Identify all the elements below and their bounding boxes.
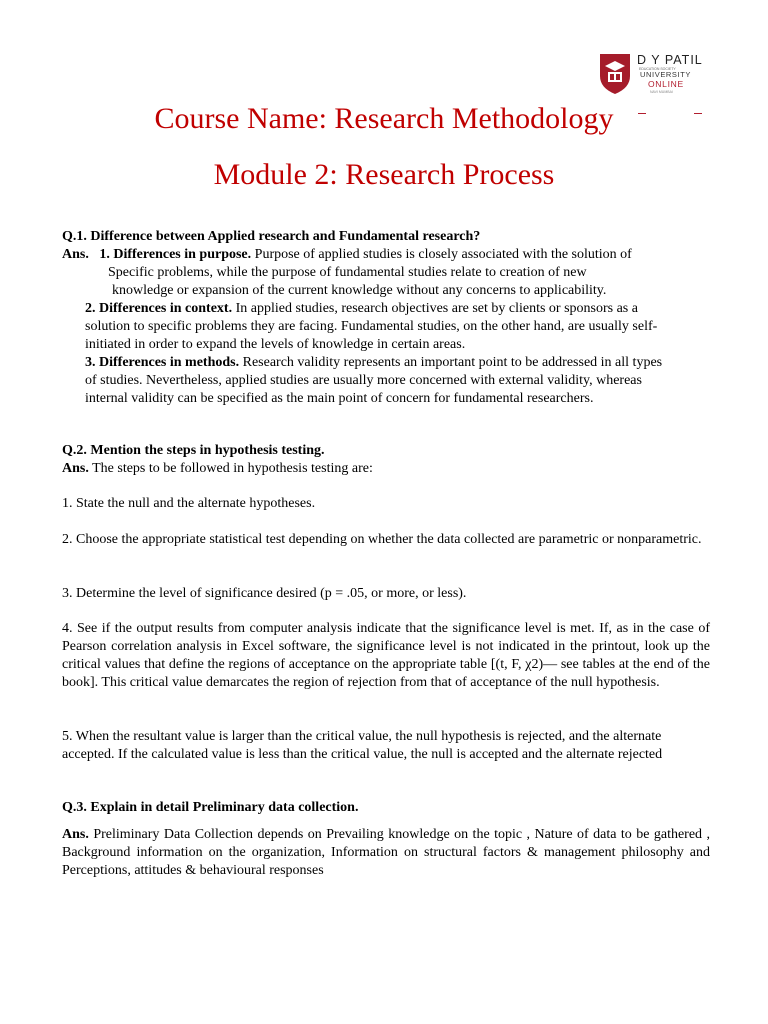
q3-answer-text: Preliminary Data Collection depends on Prevailing knowledge on the topic , Nature of data to be gathered , Background information on the organization, Information on structural factors & management philosophy and Perceptions, attitudes & behavioural responses (62, 827, 710, 878)
answer-label: Ans. (62, 461, 89, 476)
question-2: Q.2. Mention the steps in hypothesis testing. (62, 443, 325, 458)
point-1-heading: 1. Differences in purpose. (99, 247, 252, 262)
step-3-text: 3. Determine the level of significance desired (p = .05, or more, or less). (62, 586, 467, 601)
point-3-text-3: internal validity can be specified as the main point of concern for fundamental researchers. (85, 391, 594, 406)
point-3-heading: 3. Differences in methods. (85, 355, 240, 370)
step-5 (62, 728, 710, 764)
logo-online-text: ONLINE (648, 79, 684, 89)
logo-sub-tagline: EDUCATION SOCIETY (639, 67, 676, 71)
step-4-text: 4. See if the output results from computer analysis indicate that the significance level is met. If, as in the case of Pearson correlation analysis in Excel software, the significance level is not indicated in the printout, look up the critical values that define the regions of acceptance on the appropriate table [(t, F, χ2)— see tables at the end of the book]. This critical value demarcates the region of rejection from that of acceptance of the null hypothesis. (62, 621, 710, 690)
point-3-text-2: of studies. Nevertheless, applied studies are usually more concerned with external validity, whereas (85, 373, 642, 388)
logo-location: NAVI MUMBAI (650, 90, 673, 94)
q1-point-3-line-1 (62, 354, 710, 372)
step-5-text: 5. When the resultant value is larger than the critical value, the null hypothesis is rejected, and the alternate accepted. If the calculated value is less than the critical value, the null is accepted and the alternate rejected (62, 729, 663, 762)
step-2 (62, 531, 710, 549)
point-1-text-1: Purpose of applied studies is closely associated with the solution of (254, 247, 632, 262)
logo-name: D Y PATIL (637, 53, 703, 67)
point-1-text-2: Specific problems, while the purpose of fundamental studies relate to creation of new (108, 265, 587, 280)
question-3-section (62, 799, 710, 817)
q1-point-1-line-1 (62, 246, 710, 264)
step-1-text: 1. State the null and the alternate hypotheses. (62, 496, 316, 511)
question-3: Q.3. Explain in detail Preliminary data collection. (62, 800, 359, 815)
question-3-answer (62, 826, 710, 880)
point-3-text-1: Research validity represents an important point to be addressed in all types (242, 355, 663, 370)
step-1 (62, 495, 710, 513)
point-2-text-1: In applied studies, research objectives are set by clients or sponsors as a (235, 301, 638, 316)
point-2-text-2: solution to specific problems they are facing. Fundamental studies, on the other hand, are usually self- (85, 319, 658, 334)
university-logo (595, 50, 707, 98)
answer-label: Ans. (62, 247, 89, 262)
step-2-text: 2. Choose the appropriate statistical test depending on whether the data collected are parametric or nonparametric. (62, 532, 702, 547)
q2-answer-text: The steps to be followed in hypothesis testing are: (92, 461, 373, 476)
question-2-section (62, 442, 710, 478)
page-title: Course Name: Research Methodology (154, 102, 614, 135)
q2-answer-intro (62, 460, 710, 478)
step-4 (62, 620, 710, 692)
step-3 (62, 585, 710, 603)
point-1-text-3: knowledge or expansion of the current knowledge without any concerns to applicability. (112, 283, 607, 298)
logo-university: UNIVERSITY (640, 70, 692, 79)
question-1-section (62, 228, 710, 408)
answer-label: Ans. (62, 827, 89, 842)
question-1: Q.1. Difference between Applied research and Fundamental research? (62, 229, 481, 244)
point-2-text-3: initiated in order to expand the levels of knowledge in certain areas. (85, 337, 466, 352)
logo-online (638, 79, 700, 89)
q3-answer-paragraph (62, 826, 710, 880)
page-subtitle: Module 2: Research Process (213, 158, 555, 191)
point-2-heading: 2. Differences in context. (85, 301, 233, 316)
q1-point-2-line-1 (62, 300, 710, 318)
shield-icon (598, 52, 632, 96)
